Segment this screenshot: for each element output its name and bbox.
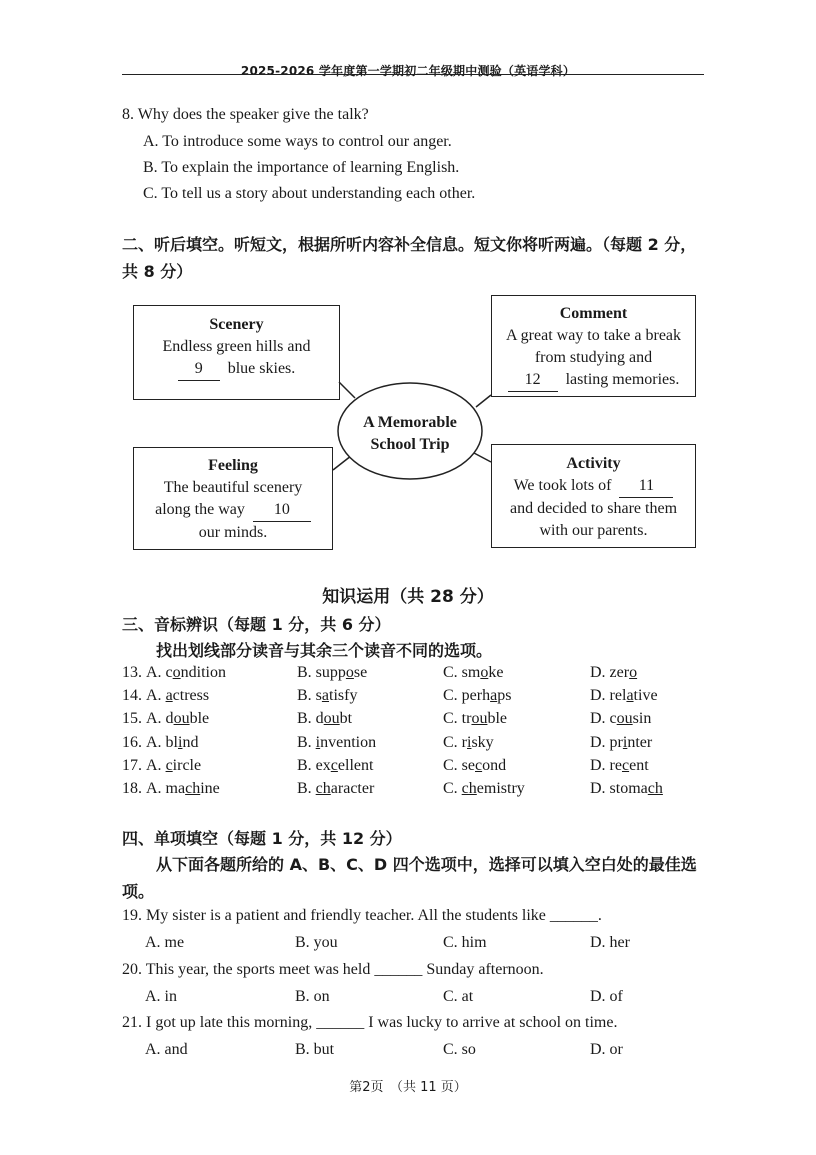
underlined-letters: ch — [461, 780, 477, 797]
phonetic-option-d[interactable] — [590, 734, 652, 752]
option-text: A. c — [146, 664, 173, 681]
phonetic-option-c[interactable] — [443, 687, 511, 705]
underlined-letters: ou — [471, 710, 488, 728]
section-3-instruction: 找出划线部分读音与其余三个读音不同的选项。 — [156, 641, 493, 660]
blank-9[interactable]: 9 — [178, 358, 220, 381]
choice-b[interactable]: B. on — [295, 987, 330, 1005]
underlined-letters: c — [330, 756, 338, 774]
option-text: C. sm — [443, 664, 481, 681]
section-4-instruction-line1: 从下面各题所给的 A、B、C、D 四个选项中，选择可以填入空白处的最佳选 — [156, 855, 697, 874]
mindmap-center — [338, 412, 482, 456]
option-text: bt — [339, 710, 353, 728]
section-3-title: 三、音标辨识（每题 1 分，共 6 分） — [122, 615, 391, 634]
option-text: nvention — [320, 733, 377, 751]
phonetic-option-a[interactable] — [146, 757, 201, 775]
phonetic-option-d[interactable] — [590, 757, 649, 775]
section-4-instruction-line2: 项。 — [122, 882, 155, 901]
choice-c[interactable]: C. at — [443, 987, 474, 1005]
option-text: ke — [488, 664, 504, 681]
phonetic-option-b[interactable] — [297, 757, 373, 775]
comment-box — [491, 295, 696, 397]
comment-line2: from studying and — [534, 349, 653, 366]
underlined-letters: ou — [323, 710, 340, 728]
option-text: ent — [629, 756, 649, 774]
phonetic-option-d[interactable] — [590, 687, 658, 705]
option-text: ond — [482, 756, 507, 774]
phonetic-option-c[interactable] — [443, 710, 507, 728]
option-text: tisfy — [329, 687, 358, 705]
underlined-letters: a — [321, 687, 330, 705]
blank-10[interactable]: 10 — [253, 499, 311, 522]
phonetic-option-c[interactable] — [443, 734, 494, 752]
choice-d[interactable]: D. her — [590, 934, 630, 951]
mindmap-center-line2: School Trip — [370, 436, 450, 453]
underlined-letters: i — [467, 733, 472, 751]
option-text: D. pr — [590, 733, 623, 751]
section-2-title-line1: 二、听后填空。听短文，根据所听内容补全信息。短文你将听两遍。（每题 2 分， — [122, 235, 697, 254]
scenery-box — [133, 305, 340, 400]
underlined-letters: ch — [185, 780, 201, 797]
underlined-letters: ou — [173, 710, 190, 728]
question-number: 15. — [122, 710, 142, 728]
option-text: C. — [443, 780, 462, 797]
option-text: A. — [146, 687, 166, 705]
question-8-option-c: C. To tell us a story about understanding each other. — [143, 185, 476, 202]
option-text: A. bl — [146, 733, 178, 751]
option-text: A. — [146, 756, 166, 774]
underlined-letters: c — [621, 756, 630, 774]
underlined-letters: o — [629, 664, 638, 681]
scenery-after: blue skies. — [227, 360, 296, 377]
option-text: D. zer — [590, 664, 630, 681]
option-text: D. stoma — [590, 780, 648, 797]
option-text: nter — [627, 733, 653, 751]
choice-c[interactable]: C. him — [443, 934, 487, 951]
underlined-letters: o — [480, 664, 489, 681]
underlined-letters: c — [475, 756, 483, 774]
underlined-letters: o — [172, 664, 181, 681]
question-number: 18. — [122, 780, 142, 797]
option-text: tive — [633, 687, 658, 705]
phonetic-option-a[interactable] — [146, 780, 220, 798]
section-2-title-line2: 共 8 分） — [122, 262, 193, 281]
underlined-letters: i — [178, 733, 183, 751]
option-text: A. d — [146, 710, 174, 728]
option-text: C. perh — [443, 687, 491, 705]
option-text: ellent — [337, 756, 374, 774]
choice-b[interactable]: B. but — [295, 1041, 335, 1058]
question-number: 16. — [122, 733, 142, 751]
underlined-letters: a — [165, 687, 173, 705]
question-number: 14. — [122, 687, 142, 705]
scenery-line1: Endless green hills and — [162, 338, 311, 355]
question-stem: 21. I got up late this morning, ______ I was lucky to arrive at school on time. — [122, 1014, 618, 1031]
option-text: ine — [200, 780, 220, 797]
phonetic-option-d[interactable] — [590, 664, 637, 682]
scenery-title: Scenery — [209, 316, 264, 333]
option-text: ps — [497, 687, 512, 705]
feeling-line2 — [134, 499, 332, 522]
phonetic-option-b[interactable] — [297, 710, 352, 728]
option-text: D. rel — [590, 687, 627, 705]
comment-title: Comment — [559, 305, 628, 322]
choice-a[interactable]: A. me — [145, 934, 185, 951]
phonetic-option-d[interactable] — [590, 710, 651, 728]
blank-11[interactable]: 11 — [619, 475, 673, 498]
comment-line3 — [492, 369, 695, 392]
question-stem: 20. This year, the sports meet was held ______ Sunday afternoon. — [122, 960, 544, 978]
option-text: B. — [297, 733, 316, 751]
underlined-letters: i — [315, 733, 321, 751]
underlined-letters: ou — [616, 710, 633, 728]
option-text: sky — [471, 733, 494, 751]
option-text: ndition — [180, 664, 226, 681]
phonetic-option-a[interactable] — [146, 710, 209, 728]
activity-title: Activity — [566, 455, 621, 472]
choice-b[interactable]: B. you — [295, 934, 338, 951]
underlined-letters: o — [345, 664, 354, 681]
choice-a[interactable]: A. and — [145, 1041, 188, 1058]
phonetic-option-a[interactable] — [146, 664, 226, 682]
option-text: emistry — [476, 780, 525, 797]
choice-d[interactable]: D. or — [590, 1041, 623, 1058]
phonetic-option-c[interactable] — [443, 780, 525, 798]
option-text: sin — [632, 710, 652, 728]
question-8-option-b: B. To explain the importance of learning English. — [143, 159, 460, 176]
option-text: D. c — [590, 710, 617, 728]
choice-a[interactable]: A. in — [145, 987, 177, 1005]
option-text: B. supp — [297, 664, 346, 681]
option-text: ctress — [172, 687, 210, 705]
option-text: C. se — [443, 756, 475, 774]
activity-line3: with our parents. — [539, 522, 648, 539]
option-text: ircle — [172, 756, 202, 774]
underlined-letters: ch — [315, 780, 331, 797]
question-8-stem: 8. Why does the speaker give the talk? — [122, 106, 369, 123]
phonetic-option-b[interactable] — [297, 734, 376, 752]
option-text: ble — [487, 710, 507, 728]
choice-c[interactable]: C. so — [443, 1041, 476, 1058]
phonetic-option-b[interactable] — [297, 664, 367, 682]
option-text: D. re — [590, 756, 622, 774]
page-header: 2025-2026 学年度第一学期初二年级期中测验（英语学科） — [240, 64, 576, 78]
option-text: C. r — [443, 733, 467, 751]
underlined-letters: i — [622, 733, 628, 751]
underlined-letters: ch — [647, 780, 663, 797]
feeling-line3: our minds. — [198, 524, 268, 541]
option-text: C. tr — [443, 710, 472, 728]
section-4-title: 四、单项填空（每题 1 分，共 12 分） — [122, 829, 402, 848]
activity-box — [491, 444, 696, 548]
option-text: se — [353, 664, 368, 681]
option-text: A. ma — [146, 780, 186, 797]
option-text: B. d — [297, 710, 324, 728]
feeling-box — [133, 447, 333, 550]
option-text: B. ex — [297, 756, 331, 774]
option-text: B. s — [297, 687, 322, 705]
feeling-title: Feeling — [208, 457, 258, 474]
page-number: 第2页 （共 11 页） — [349, 1080, 467, 1095]
activity-before: We took lots of — [513, 477, 612, 494]
part-title: 知识运用（共 28 分） — [322, 587, 494, 607]
feeling-line1: The beautiful scenery — [163, 479, 303, 496]
activity-line2: and decided to share them — [509, 500, 678, 517]
phonetic-option-c[interactable] — [443, 757, 506, 775]
activity-line1 — [492, 475, 695, 498]
phonetic-option-d[interactable] — [590, 780, 663, 798]
underlined-letters: a — [490, 687, 498, 705]
option-text: ble — [189, 710, 210, 728]
option-text: nd — [182, 733, 199, 751]
question-number: 17. — [122, 756, 142, 774]
phonetic-option-b[interactable] — [297, 780, 374, 798]
comment-line1: A great way to take a break — [505, 327, 682, 344]
option-text: B. — [297, 780, 316, 797]
question-number: 13. — [122, 664, 142, 681]
phonetic-option-c[interactable] — [443, 664, 503, 682]
question-stem: 19. My sister is a patient and friendly teacher. All the students like ______. — [122, 907, 602, 924]
phonetic-option-b[interactable] — [297, 687, 357, 705]
underlined-letters: c — [165, 756, 173, 774]
option-text: aracter — [330, 780, 375, 797]
phonetic-option-a[interactable] — [146, 734, 198, 752]
feeling-before: along the way — [155, 501, 245, 518]
phonetic-option-a[interactable] — [146, 687, 209, 705]
underlined-letters: a — [626, 687, 634, 705]
mindmap-center-line1: A Memorable — [363, 414, 457, 431]
comment-after: lasting memories. — [565, 371, 680, 388]
scenery-line2 — [134, 358, 339, 381]
blank-12[interactable]: 12 — [508, 369, 558, 392]
choice-d[interactable]: D. of — [590, 987, 623, 1005]
question-8-option-a: A. To introduce some ways to control our anger. — [143, 133, 452, 150]
